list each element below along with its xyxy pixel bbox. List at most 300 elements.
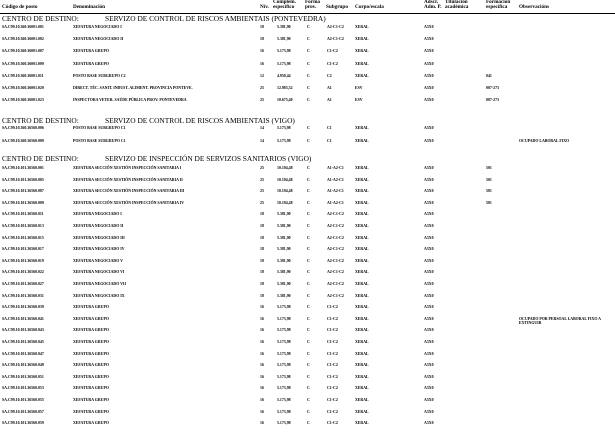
row-complemento: 5.173,98 [277,351,291,356]
row-corpo: XERAL [355,189,369,194]
row-nivel: 25 [260,177,264,182]
row-adscripcion: A3X0 [424,316,434,321]
row-subgrupo: C1-C2 [327,374,338,379]
row-code: SA.C99.10.360.36001.009 [2,61,44,66]
row-subgrupo: A2-C1-C2 [327,224,344,228]
row-denominacion: XEFATURA SECCIÓN XESTIÓN INSPECCIÓN SANITARIA III [73,189,185,194]
header-formacion: Formación [486,0,511,5]
row-forma-provision: C [307,200,310,205]
row-adscripcion: A3X0 [424,212,434,217]
row-subgrupo: A2-C1-C2 [327,247,344,252]
row-adscripcion: A3X0 [424,398,434,402]
row-adscripcion: A3X0 [424,374,434,379]
row-complemento: 5.173,98 [277,421,291,426]
row-denominacion: XEFATURA SECCIÓN XESTIÓN INSPECCIÓN SANITARIA I [73,166,182,170]
row-subgrupo: C1 [327,126,332,130]
table-row [0,86,615,95]
row-corpo: XERAL [355,270,369,275]
row-subgrupo: A2-C1-C2 [327,235,344,240]
table-row [0,166,615,175]
header-especifico: específico [273,4,295,10]
row-subgrupo: C1-C2 [327,398,338,402]
row-nivel: 18 [260,235,264,240]
row-denominacion: XEFATURA NEGOCIADO IV [73,247,125,252]
row-corpo: XERAL [355,328,369,333]
row-forma-provision: C [307,398,310,402]
table-row [0,398,615,407]
row-nivel: 25 [260,98,264,103]
row-subgrupo: C1 [327,138,332,143]
table-row [0,363,615,372]
table-row [0,98,615,107]
row-denominacion: INSPECTORA VETER. SAÚDE PÚBLICA PROV. PONTEVEDRA [73,98,187,103]
table-row [0,282,615,291]
row-forma-provision: C [307,25,310,29]
row-forma-provision: C [307,212,310,217]
row-forma-provision: C [307,270,310,275]
row-forma-provision: C [307,49,310,54]
row-denominacion: XEFATURA NEGOCIADO I [73,212,122,217]
header-prov: prov. [305,4,317,10]
row-code: SA.C99.10.101.36560.011 [2,212,44,217]
row-nivel: 25 [260,166,264,170]
row-forma-provision: C [307,316,310,321]
row-denominacion: POSTO BASE SUBGRUPO C1 [73,126,126,130]
row-subgrupo: C1-C2 [327,61,338,66]
row-nivel: 16 [260,305,264,310]
row-forma-provision: C [307,374,310,379]
row-adscripcion: A3X0 [424,200,434,205]
row-adscripcion: A3X0 [424,270,434,275]
row-adscripcion: A3X0 [424,138,434,143]
section-label: CENTRO DE DESTINO: [2,14,79,23]
row-denominacion: XEFATURA GRUPO [73,363,109,368]
row-complemento: 5.173,98 [277,316,291,321]
header-nivel: Nív. [260,4,269,10]
row-nivel: 16 [260,398,264,402]
row-subgrupo: A2-C1-C2 [327,25,344,29]
row-nivel: 14 [260,126,264,130]
row-nivel: 12 [260,73,264,78]
row-code: SA.C99.10.360.36001.001 [2,25,44,29]
row-subgrupo: C1-C2 [327,351,338,356]
row-subgrupo: C1-C2 [327,340,338,344]
row-corpo: XERAL [355,25,369,29]
row-code: SA.C99.10.101.36560.051 [2,374,44,379]
row-complemento: 5.381,90 [277,247,291,252]
row-forma-provision: C [307,258,310,263]
table-row [0,49,615,58]
row-code: SA.C99.10.101.36560.039 [2,305,44,310]
row-denominacion: POSTO BASE SUBGRUPO C2 [73,73,126,78]
row-subgrupo: C1-C2 [327,328,338,333]
row-complemento: 5.173,98 [277,374,291,379]
row-code: SA.C99.10.101.36560.015 [2,235,44,240]
row-denominacion: XEFATURA GRUPO [73,374,109,379]
header-adm: Adm. P. [424,4,442,10]
row-subgrupo: C2 [327,73,332,78]
table-row [0,178,615,187]
header-denominacion: Denominación [73,4,105,10]
section-label: CENTRO DE DESTINO: [2,154,79,163]
row-code: SA.C99.10.360.36001.023 [2,98,44,103]
row-forma-provision: C [307,328,310,333]
row-forma-provision: C [307,293,310,298]
header-codigo: Código de posto [2,4,38,10]
row-code: SA.C99.10.101.36560.045 [2,340,44,344]
row-code: SA.C99.10.101.36560.017 [2,247,44,252]
row-complemento: 5.173,98 [277,49,291,54]
row-complemento: 4.950,44 [277,73,291,78]
row-nivel: 25 [260,200,264,205]
row-denominacion: XEFATURA NEGOCIADO III [73,235,125,240]
row-nivel: 16 [260,386,264,391]
table-row [0,328,615,337]
row-formacion: 007-273 [486,86,499,90]
row-forma-provision: C [307,409,310,414]
row-complemento: 5.381,90 [277,258,291,263]
row-corpo: XERAL [355,351,369,356]
row-denominacion: XEFATURA GRUPO [73,421,109,426]
row-forma-provision: C [307,86,310,90]
row-adscripcion: A3X0 [424,177,434,182]
row-complemento: 5.173,98 [277,409,291,414]
section-name: SERVIZO DE INSPECCIÓN DE SERVIZOS SANITARIOS (VIGO) [105,154,312,163]
section-label: CENTRO DE DESTINO: [2,116,79,125]
table-row [0,201,615,210]
row-subgrupo: C1-C2 [327,316,338,321]
row-corpo: XERAL [355,421,369,426]
row-denominacion: XEFATURA NEGOCIADO II [73,224,124,228]
row-complemento: 10.194,48 [277,189,293,194]
row-denominacion: XEFATURA GRUPO [73,328,109,333]
row-corpo: XERAL [355,305,369,310]
row-nivel: 16 [260,328,264,333]
row-complemento: 5.381,90 [277,37,291,42]
row-adscripcion: A3X0 [424,409,434,414]
row-corpo: XERAL [355,235,369,240]
row-formacion: 501 [486,189,492,194]
row-nivel: 16 [260,351,264,356]
row-denominacion: POSTO BASE SUBGRUPO C1 [73,138,126,143]
row-denominacion: XEFATURA GRUPO [73,61,109,66]
row-forma-provision: C [307,189,310,194]
row-nivel: 16 [260,61,264,66]
row-subgrupo: C1-C2 [327,421,338,426]
table-row [0,247,615,256]
table-row [0,139,615,148]
row-corpo: XERAL [355,247,369,252]
row-code: SA.C99.10.101.36560.009 [2,200,44,205]
row-nivel: 16 [260,49,264,54]
row-corpo: XERAL [355,398,369,402]
row-complemento: 5.173,98 [277,61,291,66]
table-row [0,294,615,303]
header-corpo: Corpo/escala [355,4,384,10]
row-corpo: XERAL [355,200,369,205]
row-complemento: 12.983,32 [277,86,293,90]
row-forma-provision: C [307,126,310,130]
row-subgrupo: A1-A2-C1 [327,189,344,194]
row-nivel: 18 [260,258,264,263]
row-forma-provision: C [307,166,310,170]
row-formacion: 007-273 [486,98,499,103]
row-subgrupo: A2-C1-C2 [327,293,344,298]
table-row [0,224,615,233]
row-corpo: XERAL [355,73,369,78]
row-forma-provision: C [307,305,310,310]
row-complemento: 5.173,98 [277,398,291,402]
row-denominacion: XEFATURA GRUPO [73,409,109,414]
row-code: SA.C99.10.101.36560.049 [2,363,44,368]
row-observacions: OCUPADO LABORAL FIXO [519,138,570,143]
section-heading [2,155,311,163]
row-forma-provision: C [307,340,310,344]
row-adscripcion: A3X0 [424,351,434,356]
row-code: SA.C99.10.360.36001.007 [2,49,44,54]
row-corpo: XERAL [355,374,369,379]
row-code: SA.C99.10.101.36560.031 [2,293,44,298]
row-forma-provision: C [307,61,310,66]
row-denominacion: XEFATURA GRUPO [73,386,109,391]
row-forma-provision: C [307,421,310,426]
row-forma-provision: C [307,37,310,42]
section-name: SERVIZO DE CONTROL DE RISCOS AMBIENTAIS (VIGO) [105,116,295,125]
table-row [0,212,615,221]
row-corpo: XERAL [355,166,369,170]
row-code: SA.C99.10.101.36560.053 [2,386,44,391]
table-row [0,62,615,71]
row-adscripcion: A3X0 [424,189,434,194]
row-adscripcion: A3X0 [424,224,434,228]
row-denominacion: DIRECT. TÉC. SANIT. INDUST. ALIMENT. PROVINCIA PONTEVE. [73,86,193,90]
row-complemento: 10.194,48 [277,166,293,170]
row-complemento: 10.194,48 [277,200,293,205]
row-nivel: 18 [260,282,264,286]
header-especifica: específica [486,4,508,10]
row-denominacion: XEFATURA GRUPO [73,340,109,344]
table-row [0,410,615,419]
row-adscripcion: A3X0 [424,282,434,286]
row-denominacion: XEFATURA NEGOCIADO VI [73,270,125,275]
row-code: SA.C99.10.101.36560.019 [2,258,44,263]
row-complemento: 5.173,98 [277,126,291,130]
row-adscripcion: A3X0 [424,126,434,130]
row-complemento: 10.194,48 [277,177,293,182]
row-nivel: 14 [260,138,264,143]
row-nivel: 16 [260,340,264,344]
header-subgrupo: Subgrupo [326,4,348,10]
row-code: SA.C99.10.101.36560.007 [2,189,44,194]
row-corpo: XERAL [355,363,369,368]
row-denominacion: XEFATURA SECCIÓN XESTIÓN INSPECCIÓN SANITARIA II [73,177,183,182]
row-corpo: XERAL [355,386,369,391]
row-code: SA.C99.10.101.36560.013 [2,224,44,228]
row-subgrupo: C1-C2 [327,363,338,368]
table-row [0,386,615,395]
table-row [0,236,615,245]
row-forma-provision: C [307,247,310,252]
row-denominacion: XEFATURA NEGOCIADO IX [73,293,125,298]
section-heading [2,15,326,23]
row-code: SA.C99.10.360.36560.009 [2,138,44,143]
row-adscripcion: A3X0 [424,293,434,298]
table-row [0,189,615,198]
table-row [0,37,615,46]
row-subgrupo: A1-A2-C1 [327,166,344,170]
row-adscripcion: A3X0 [424,98,434,103]
row-subgrupo: A1-A2-C1 [327,200,344,205]
row-formacion: 041 [486,73,492,78]
table-row [0,126,615,135]
row-nivel: 18 [260,293,264,298]
row-subgrupo: C1-C2 [327,386,338,391]
row-subgrupo: A2-C1-C2 [327,270,344,275]
row-forma-provision: C [307,363,310,368]
row-corpo: XERAL [355,212,369,217]
row-corpo: XERAL [355,316,369,321]
row-denominacion: XEFATURA GRUPO [73,351,109,356]
row-denominacion: XEFATURA GRUPO [73,398,109,402]
row-complemento: 5.381,90 [277,224,291,228]
row-adscripcion: A3X0 [424,86,434,90]
row-adscripcion: A3X0 [424,247,434,252]
row-code: SA.C99.10.101.36560.005 [2,177,44,182]
row-denominacion: XEFATURA SECCIÓN XESTIÓN INSPECCIÓN SANITARIA IV [73,200,185,205]
table-row [0,421,615,430]
row-forma-provision: C [307,98,310,103]
row-code: SA.C99.10.101.36560.057 [2,409,44,414]
row-forma-provision: C [307,224,310,228]
row-nivel: 18 [260,270,264,275]
row-complemento: 5.381,90 [277,25,291,29]
row-complemento: 5.173,98 [277,328,291,333]
row-subgrupo: A1-A2-C1 [327,177,344,182]
row-nivel: 18 [260,25,264,29]
row-forma-provision: C [307,177,310,182]
row-code: SA.C99.10.360.36560.006 [2,126,44,130]
row-corpo: XERAL [355,49,369,54]
row-complemento: 5.173,98 [277,386,291,391]
row-complemento: 5.173,98 [277,305,291,310]
row-nivel: 16 [260,421,264,426]
row-complemento: 5.173,98 [277,138,291,143]
row-corpo: XERAL [355,282,369,286]
row-denominacion: XEFATURA GRUPO [73,49,109,54]
row-subgrupo: A1 [327,86,332,90]
row-corpo: ESV [355,86,363,90]
header-forma: Forma [305,0,320,5]
row-observacions: OCUPADO POR PERSOAL LABORAL FIXO A EXTINGUIR [519,316,601,326]
row-nivel: 18 [260,224,264,228]
table-row [0,340,615,349]
row-code: SA.C99.10.101.36560.001 [2,166,44,170]
row-code: SA.C99.10.101.36560.027 [2,282,44,286]
row-adscripcion: A3X0 [424,305,434,310]
row-subgrupo: A2-C1-C2 [327,212,344,217]
header-academica: académica [445,4,469,10]
header-adscr: Adscr. [424,0,439,5]
row-adscripcion: A3X0 [424,258,434,263]
row-forma-provision: C [307,351,310,356]
row-nivel: 18 [260,37,264,42]
row-complemento: 5.381,90 [277,270,291,275]
row-adscripcion: A3X0 [424,25,434,29]
row-nivel: 16 [260,374,264,379]
row-nivel: 25 [260,86,264,90]
row-formacion: 501 [486,166,492,170]
row-nivel: 18 [260,247,264,252]
row-subgrupo: C1-C2 [327,49,338,54]
table-row [0,270,615,279]
row-nivel: 16 [260,316,264,321]
row-complemento: 5.173,98 [277,340,291,344]
table-row [0,375,615,384]
row-corpo: XERAL [355,126,369,130]
row-denominacion: XEFATURA NEGOCIADO II [73,37,124,42]
row-adscripcion: A3X0 [424,73,434,78]
row-corpo: XERAL [355,409,369,414]
row-code: SA.C99.10.360.36001.011 [2,73,44,78]
section-name: SERVIZO DE CONTROL DE RISCOS AMBIENTAIS (PONTEVEDRA) [105,14,326,23]
row-corpo: XERAL [355,177,369,182]
row-complemento: 5.381,90 [277,212,291,217]
row-code: SA.C99.10.101.36560.022 [2,270,44,275]
header-titulacion: Titulación [445,0,468,5]
row-complemento: 5.173,98 [277,363,291,368]
row-nivel: 16 [260,409,264,414]
row-adscripcion: A3X0 [424,49,434,54]
row-forma-provision: C [307,282,310,286]
header-observacions: Observacións [519,4,549,10]
row-corpo: XERAL [355,293,369,298]
row-subgrupo: A2-C1-C2 [327,258,344,263]
row-corpo: XERAL [355,61,369,66]
row-formacion: 501 [486,177,492,182]
section-heading [2,117,295,125]
row-corpo: XERAL [355,340,369,344]
row-denominacion: XEFATURA GRUPO [73,316,109,321]
row-adscripcion: A3X0 [424,363,434,368]
header-complem: Complem. [273,0,296,5]
row-forma-provision: C [307,386,310,391]
row-subgrupo: A2-C1-C2 [327,37,344,42]
row-code: SA.C99.10.101.36560.043 [2,328,44,333]
row-subgrupo: A1 [327,98,332,103]
row-adscripcion: A3X0 [424,386,434,391]
row-adscripcion: A3X0 [424,421,434,426]
row-forma-provision: C [307,138,310,143]
row-denominacion: XEFATURA GRUPO [73,305,109,310]
row-code: SA.C99.10.360.36001.020 [2,86,44,90]
row-complemento: 5.381,90 [277,293,291,298]
row-formacion: 501 [486,200,492,205]
row-adscripcion: A3X0 [424,340,434,344]
row-forma-provision: C [307,235,310,240]
row-denominacion: XEFATURA NEGOCIADO I [73,25,122,29]
table-row [0,317,615,326]
row-nivel: 16 [260,363,264,368]
row-corpo: XERAL [355,138,369,143]
row-corpo: ESV [355,98,363,103]
row-denominacion: XEFATURA NEGOCIADO V [73,258,123,263]
row-complemento: 10.675,40 [277,98,293,103]
row-corpo: XERAL [355,258,369,263]
row-forma-provision: C [307,73,310,78]
row-nivel: 18 [260,212,264,217]
table-row [0,305,615,314]
row-complemento: 5.381,90 [277,235,291,240]
